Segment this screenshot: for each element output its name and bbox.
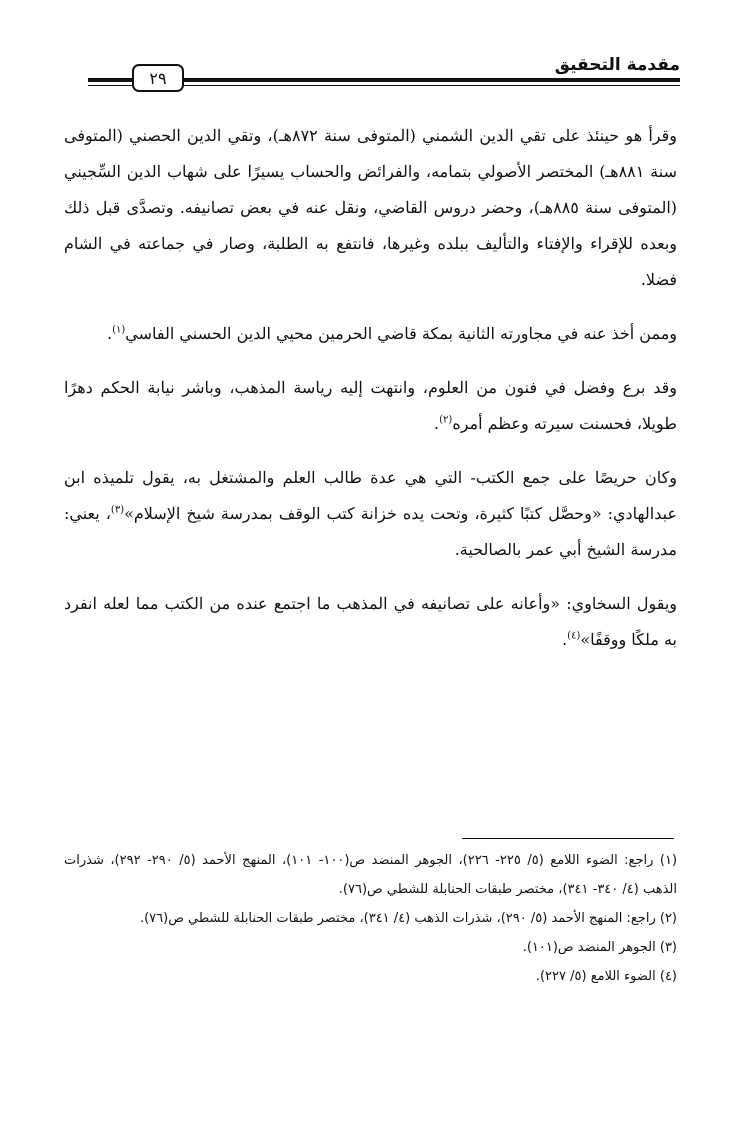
paragraph-text: وقرأ هو حينئذ على تقي الدين الشمني (المتوفى سنة ٨٧٢هـ)، وتقي الدين الحصني (المتوفى سنة ٨٨١هـ) المختصر الأصولي بتمامه، والفرائض والحساب يسيرًا على شهاب الدين السِّجيني (المتوفى سنة ٨٨٥هـ)، وحضر دروس القاضي، ونقل عنه في بعض تصانيفه. وتصدَّى قبل ذلك وبعده للإقراء والإفتاء والتأليف ببلده وغيرها، فانتفع به الطلبة، وصار في جماعته في الشام فضلا. — [64, 126, 678, 289]
end-mark: . — [107, 324, 113, 343]
end-mark: . — [434, 414, 440, 433]
running-head: مقدمة التحقيق — [554, 55, 680, 75]
body-text — [64, 118, 677, 676]
footnote-ref: (٤) — [567, 630, 581, 642]
footnote-ref: (٣) — [110, 504, 125, 516]
paragraph-4 — [64, 460, 677, 568]
paragraph-2 — [64, 316, 677, 352]
paragraph-text: وكان حريصًا على جمع الكتب- التي هي عدة طالب العلم والمشتغل به، يقول تلميذه ابن عبدالهادي: «وحصَّل كتبًا كثيرة، وتحت يده خزانة كتب الوقف بمدرسة شيخ الإسلام» — [64, 468, 677, 523]
footnote-3: (٣) الجوهر المنضد ص(١٠١). — [522, 940, 677, 955]
page-number: ٢٩ — [132, 64, 184, 92]
footnote-ref: (١) — [112, 324, 126, 336]
footnote-1: (١) راجع: الضوء اللامع (٥/ ٢٢٥- ٢٢٦)، الجوهر المنضد ص(١٠٠- ١٠١)، المنهج الأحمد (٥/ ٢٩٠- ٢٩٢)، شذرات الذهب (٤/ ٣٤٠- ٣٤١)، مختصر طبقات الحنابلة للشطي ص(٧٦). — [64, 853, 678, 897]
paragraph-text: ويقول السخاوي: «وأعانه على تصانيفه في المذهب ما اجتمع عنده من الكتب مما لعله انفرد به ملكًا ووقفًا» — [64, 594, 677, 649]
footnotes — [64, 846, 677, 991]
paragraph-5 — [64, 586, 677, 658]
paragraph-1 — [64, 118, 677, 298]
paragraph-text: وممن أخذ عنه في مجاورته الثانية بمكة قاضي الحرمين محيي الدين الحسني الفاسي — [125, 324, 677, 343]
paragraph-3 — [64, 370, 677, 442]
paragraph-text: وقد برع وفضل في فنون من العلوم، وانتهت إليه رياسة المذهب، وباشر نيابة الحكم دهرًا طويلا، فحسنت سيرته وعظم أمره — [64, 378, 677, 433]
page-header — [88, 55, 680, 95]
footnote-separator — [462, 838, 674, 839]
end-mark: . — [562, 630, 568, 649]
footnote-4: (٤) الضوء اللامع (٥/ ٢٢٧). — [535, 969, 677, 984]
footnote-2: (٢) راجع: المنهج الأحمد (٥/ ٢٩٠)، شذرات الذهب (٤/ ٣٤١)، مختصر طبقات الحنابلة للشطي ص(٧٦). — [139, 911, 677, 926]
paragraph-tail: ، يعني: مدرسة الشيخ أبي عمر بالصالحية. — [64, 504, 677, 559]
footnote-ref: (٢) — [439, 414, 453, 426]
